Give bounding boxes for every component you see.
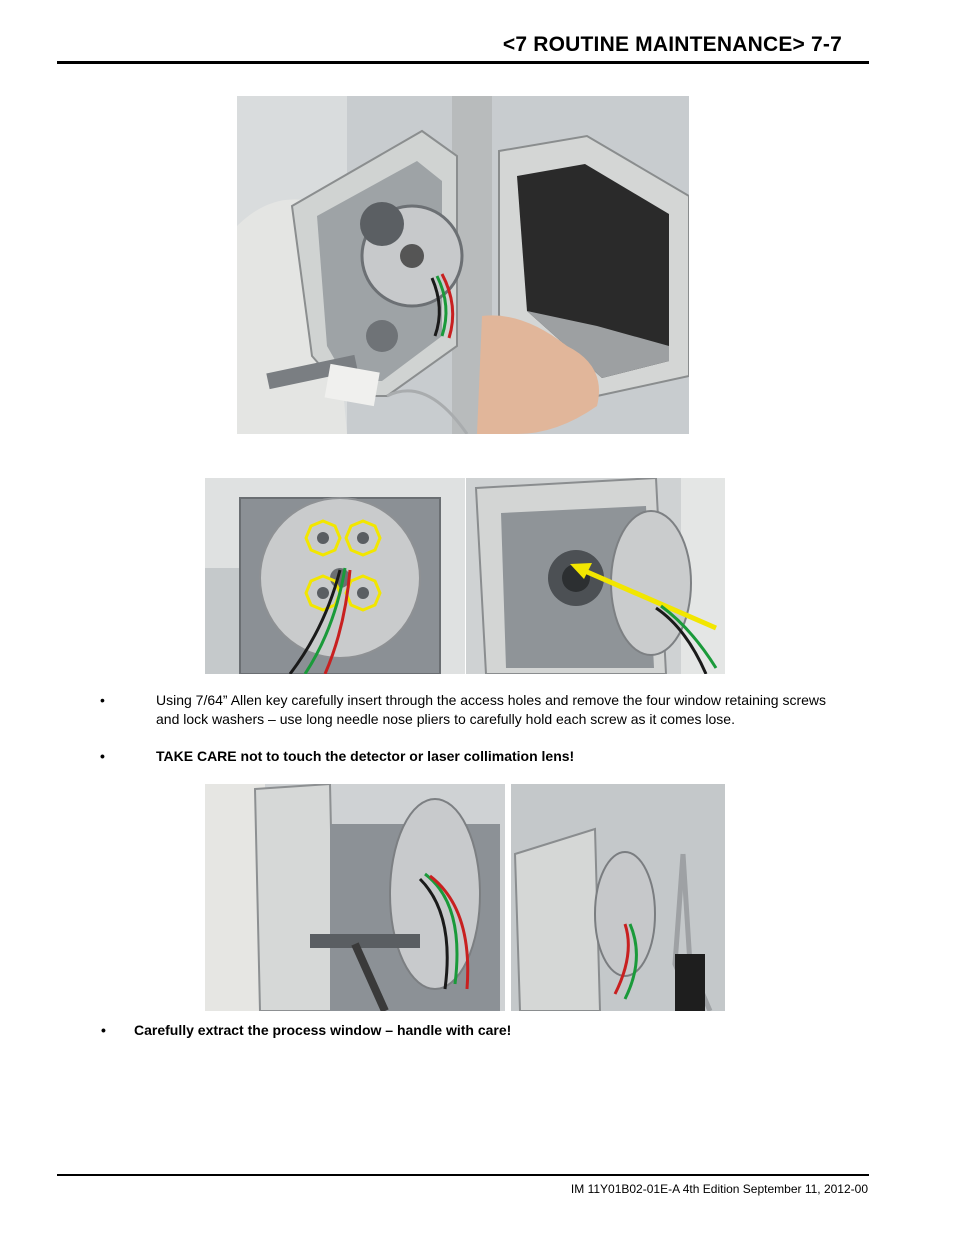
photo-pliers-screw-removal [205,784,725,1011]
bullet-text: Using 7/64” Allen key carefully insert through the access holes and remove the four window retaining screws and lock washers – use long needle nose pliers to carefully hold each screw as it comes lose. [156,692,827,727]
photo-enclosure-opened [237,96,689,434]
photo-detector-lens [466,478,725,674]
footer-rule [57,1174,869,1176]
bullet-mark: • [100,748,105,764]
bullet-text: Carefully extract the process window – handle with care! [134,1022,512,1038]
bullet-text: TAKE CARE not to touch the detector or laser collimation lens! [156,748,575,764]
header-rule [57,61,869,64]
bullet-mark: • [101,1022,106,1038]
bullet-mark: • [100,692,105,708]
photo-window-screws [205,478,465,674]
footer-document-id: IM 11Y01B02-01E-A 4th Edition September 11, 2012-00 [570,1182,868,1196]
page-header-title: <7 ROUTINE MAINTENANCE> 7-7 [502,33,842,56]
